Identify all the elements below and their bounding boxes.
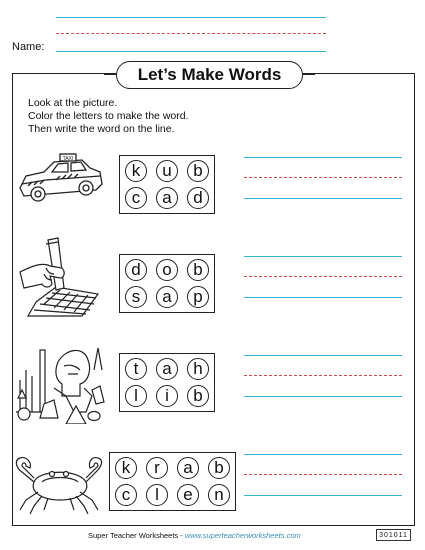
answer-line-1-base[interactable] xyxy=(244,198,402,199)
letter-circle[interactable]: a xyxy=(156,187,178,209)
letter-circle[interactable]: d xyxy=(125,259,147,281)
letter-circle[interactable]: a xyxy=(177,457,199,479)
scientist-lab-icon xyxy=(14,340,108,424)
title-connector-left xyxy=(104,74,116,75)
letter-circle[interactable]: l xyxy=(146,484,168,506)
letter-circle[interactable]: s xyxy=(125,286,147,308)
answer-guide-2 xyxy=(244,276,402,277)
letter-circle[interactable]: e xyxy=(177,484,199,506)
footer-url[interactable]: www.superteacherworksheets.com xyxy=(184,531,301,540)
top-dashed-line xyxy=(56,33,326,34)
answer-line-3[interactable] xyxy=(244,355,402,356)
footer-brand: Super Teacher Worksheets - xyxy=(88,531,185,540)
answer-line-2[interactable] xyxy=(244,256,402,257)
name-label: Name: xyxy=(12,41,45,53)
instruction-1: Look at the picture. xyxy=(28,97,118,109)
instruction-3: Then write the word on the line. xyxy=(28,123,175,135)
letter-circle[interactable]: l xyxy=(125,385,147,407)
letter-circle[interactable]: a xyxy=(156,358,178,380)
letter-circle[interactable]: o xyxy=(156,259,178,281)
letter-circle[interactable]: d xyxy=(187,187,209,209)
letter-circle[interactable]: k xyxy=(115,457,137,479)
footer-text xyxy=(88,531,301,540)
letter-circle[interactable]: b xyxy=(187,160,209,182)
answer-guide-1 xyxy=(244,177,402,178)
letter-circle[interactable]: c xyxy=(125,187,147,209)
letter-circle[interactable]: b xyxy=(208,457,230,479)
title-connector-right xyxy=(303,74,315,75)
top-line-1 xyxy=(56,17,326,18)
worksheet-code: 301011 xyxy=(376,529,411,541)
letter-circle[interactable]: c xyxy=(115,484,137,506)
answer-line-3-base[interactable] xyxy=(244,396,402,397)
answer-line-2-base[interactable] xyxy=(244,297,402,298)
answer-guide-3 xyxy=(244,375,402,376)
letter-circle[interactable]: b xyxy=(187,259,209,281)
letter-circle[interactable]: i xyxy=(156,385,178,407)
letter-circle[interactable]: u xyxy=(156,160,178,182)
letter-circle[interactable]: h xyxy=(187,358,209,380)
letter-circle[interactable]: k xyxy=(125,160,147,182)
letter-circle[interactable]: b xyxy=(187,385,209,407)
letter-circle[interactable]: n xyxy=(208,484,230,506)
letter-circle[interactable]: a xyxy=(156,286,178,308)
worksheet-title: Let’s Make Words xyxy=(116,61,303,89)
crab-icon xyxy=(12,452,106,516)
answer-line-1[interactable] xyxy=(244,157,402,158)
answer-guide-4 xyxy=(244,474,402,475)
letter-circle[interactable]: r xyxy=(146,457,168,479)
letter-circle[interactable]: p xyxy=(187,286,209,308)
name-line[interactable] xyxy=(56,51,326,52)
hand-with-crayon-icon xyxy=(16,232,104,320)
svg-text:TAXI: TAXI xyxy=(62,156,74,162)
answer-line-4-base[interactable] xyxy=(244,495,402,496)
taxi-cab-icon xyxy=(16,150,106,212)
letter-circle[interactable]: t xyxy=(125,358,147,380)
answer-line-4[interactable] xyxy=(244,454,402,455)
instruction-2: Color the letters to make the word. xyxy=(28,110,189,122)
